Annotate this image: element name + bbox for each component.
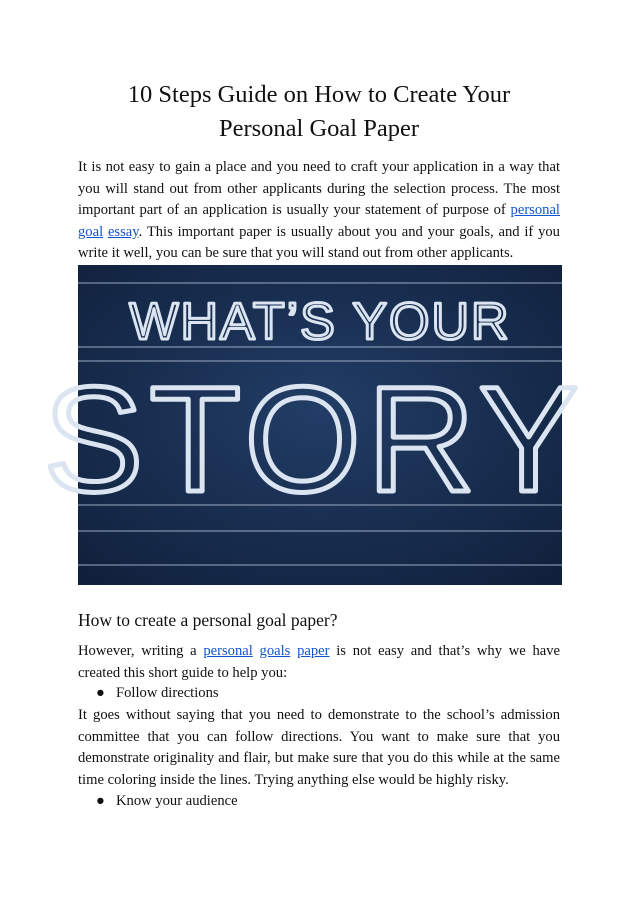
p2-text-4: is not easy and that’s why we have created this short guide to help you: bbox=[78, 643, 560, 681]
paper-link[interactable]: paper bbox=[297, 643, 330, 659]
p2-text-2 bbox=[253, 643, 260, 659]
bullet-know-your-audience bbox=[96, 791, 238, 813]
bullet-icon: ● bbox=[96, 685, 105, 701]
guide-intro-paragraph bbox=[78, 641, 560, 684]
goals-link[interactable]: goals bbox=[259, 643, 291, 659]
chalkboard-image bbox=[43, 265, 585, 585]
intro-text-1: It is not easy to gain a place and you need to craft your application in a way that you will stand out from other applicants during the selection process. The most important part of an application is usually your statement of purpose of bbox=[78, 159, 560, 219]
bullet-label: Follow directions bbox=[116, 685, 219, 701]
document-title bbox=[60, 78, 578, 146]
chalk-text-whats-your: WHAT’S YOUR bbox=[129, 293, 511, 351]
personal-goal-link[interactable]: personal goal bbox=[78, 202, 560, 240]
chalk-text-story: STORY bbox=[43, 355, 585, 523]
section-subheading: How to create a personal goal paper? bbox=[78, 610, 338, 630]
intro-text-3: . This important paper is usually about you and your goals, and if you write it well, you can be sure that you will stand out from other applicants. bbox=[78, 223, 560, 262]
personal-link[interactable]: personal bbox=[203, 643, 253, 659]
bullet-icon: ● bbox=[96, 793, 105, 809]
title-line-1: 10 Steps Guide on How to Create Your bbox=[127, 81, 511, 108]
bullet-label: Know your audience bbox=[116, 793, 238, 809]
bullet-follow-directions bbox=[96, 683, 219, 705]
essay-link[interactable]: essay bbox=[107, 223, 139, 240]
intro-paragraph bbox=[78, 157, 560, 265]
follow-directions-paragraph: It goes without saying that you need to demonstrate to the school’s admission committee that you can follow directions. You want to make sure that you demonstrate originality and flair, but make sure that you do this while at the same time coloring inside the lines. Trying anything else would be highly risky. bbox=[78, 707, 560, 788]
title-line-2: Personal Goal Paper bbox=[218, 115, 420, 142]
p2-text-1: However, writing a bbox=[78, 643, 204, 659]
